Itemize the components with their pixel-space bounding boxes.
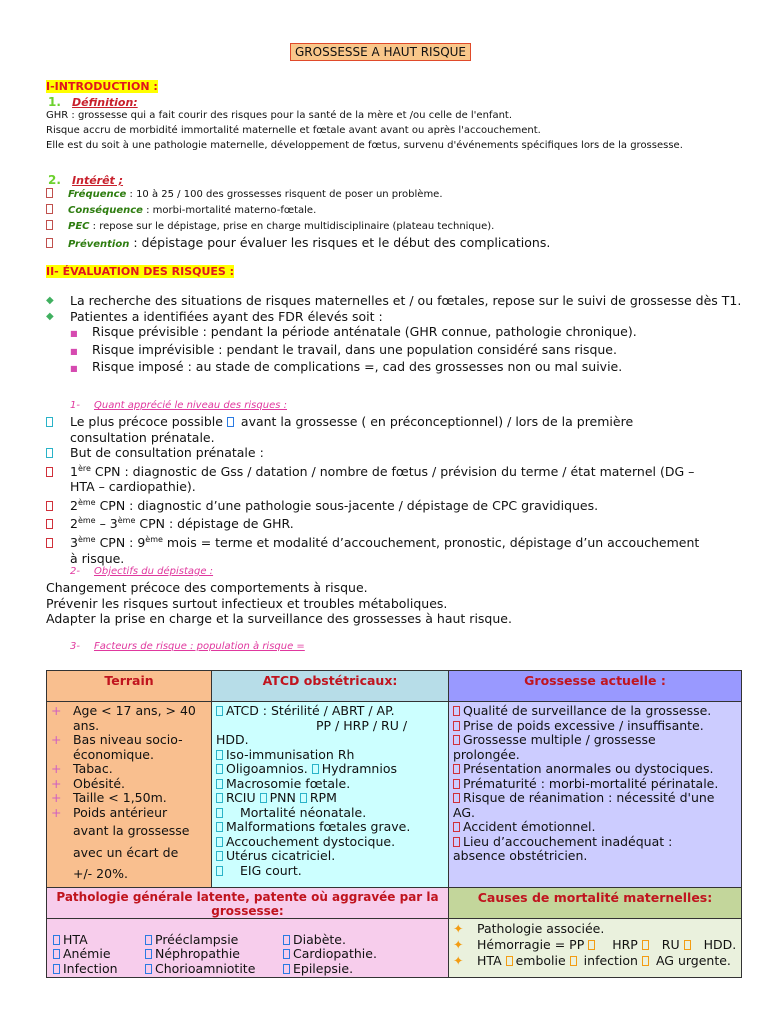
paragraph: La recherche des situations de risques maternelles et / ou fœtales, repose sur le suivi de grossesse dès T1. (70, 293, 742, 308)
sup: ème (145, 534, 163, 544)
list-item (145, 933, 283, 948)
list-item (216, 835, 444, 850)
header-actuelle: Grossesse actuelle : (449, 671, 742, 702)
item-text: : morbi-mortalité materno-fœtale. (142, 205, 317, 216)
text: Iso-immunisation Rh (226, 746, 355, 762)
bullet-icon (642, 953, 652, 968)
text: Utérus cicatriciel. (226, 848, 336, 863)
risk-text: Risque imposé : au stade de complications =, cad des grossesses non ou mal suivie. (92, 359, 623, 374)
plus-icon: + (51, 761, 62, 776)
list-item (47, 806, 207, 821)
list-item (46, 293, 746, 309)
text: Poids antérieur (73, 804, 168, 820)
item-label: Conséquence (68, 205, 143, 216)
text: Infection (63, 960, 118, 976)
bullet-icon (453, 819, 463, 834)
text: Malformations fœtales grave. (226, 819, 411, 834)
text: RU (661, 936, 680, 952)
text: Qualité de surveillance de la grossesse. (463, 703, 712, 718)
text: Prise de poids excessive / insuffisante. (463, 717, 704, 733)
subsection-3-heading (70, 641, 305, 652)
bullet-icon (453, 761, 463, 776)
bullet-icon (312, 761, 322, 776)
list-item (47, 733, 207, 748)
item-text: : dépistage pour évaluer les risques et le début des complications. (129, 235, 551, 250)
text: Accouchement dystocique. (226, 833, 396, 849)
text: CPN : 9 (95, 535, 146, 551)
risk-list (46, 324, 746, 377)
bullet-icon (453, 776, 463, 791)
cell-pathologie (47, 918, 449, 977)
bullet-icon (216, 863, 226, 878)
text: CPN : diagnostic d’une pathologie sous-jacente / dépistage de CPC gravidiques. (95, 497, 599, 513)
bullet-icon (145, 961, 155, 976)
list-item (46, 235, 756, 253)
page-title: GROSSESSE A HAUT RISQUE (290, 43, 471, 61)
section-evaluation-heading: II- ÉVALUATION DES RISQUES : (46, 265, 235, 278)
text: PP / HRP / RU / (316, 717, 408, 733)
list-item (216, 762, 444, 777)
patho-col-3 (283, 933, 377, 977)
list-item (70, 359, 746, 377)
bullet-icon (453, 703, 463, 718)
subsection-2-heading (70, 566, 213, 577)
text: EIG court. (240, 862, 302, 878)
interet-heading (48, 171, 123, 188)
text: Prééclampsie (155, 931, 239, 947)
text: HDD. (703, 936, 737, 952)
text: Macrosomie fœtale. (226, 775, 351, 791)
plus-icon: + (51, 732, 62, 747)
text: absence obstétricien. (453, 848, 588, 863)
list-item (216, 849, 444, 864)
list-item (47, 777, 207, 792)
bullet-icon (46, 220, 68, 235)
list-item (53, 933, 145, 948)
plus-icon: + (51, 703, 62, 718)
list-item (46, 532, 756, 551)
plus-icon: + (51, 775, 62, 791)
text: Age < 17 ans, > 40 (73, 703, 196, 718)
list-item (453, 733, 737, 748)
list-item (46, 513, 756, 532)
cell-atcd (212, 702, 449, 888)
sup: ème (77, 516, 96, 526)
text: RCIU (226, 790, 256, 805)
text: Obésité. (73, 775, 126, 791)
list-item (53, 947, 145, 962)
subsection-title: Facteurs de risque : population à risque = (93, 641, 305, 652)
definition-text (46, 108, 746, 153)
list-item (216, 704, 444, 719)
bullet-icon (453, 732, 463, 747)
list-item (46, 461, 756, 480)
text: CPN : diagnostic de Gss / datation / nombre de fœtus / prévision du terme / état maternel (DG – (90, 463, 695, 479)
list-item (453, 791, 737, 806)
text: Néphropathie (155, 946, 240, 961)
sup: ème (77, 497, 96, 507)
text: PNN (269, 790, 296, 805)
list-item (453, 835, 737, 850)
text: HTA – cardiopathie). (70, 479, 196, 495)
bullet-icon (46, 237, 68, 253)
text: embolie (515, 952, 566, 968)
text: mois = terme et modalité d’accouchement, pronostic, dépistage d’un accouchement (162, 535, 700, 551)
list-item (453, 719, 737, 734)
patho-col-1 (53, 933, 145, 977)
item-text: : repose sur le dépistage, prise en charge multidisciplinaire (plateau technique). (89, 221, 495, 232)
text: Chorioamniotite (155, 960, 256, 976)
diamond-icon: ◆ (46, 310, 54, 322)
text: Mortalité néonatale. (240, 804, 367, 820)
bullet-icon (145, 932, 155, 947)
section-intro-heading: I-INTRODUCTION : (46, 80, 158, 93)
list-item (453, 704, 737, 719)
item-text: : 10 à 25 / 100 des grossesses risquent de poser un problème. (126, 189, 443, 200)
bullet-icon (216, 703, 226, 718)
plus-icon: + (51, 804, 62, 820)
bullet-icon (453, 718, 463, 733)
bullet-icon (53, 946, 63, 961)
list-item (70, 342, 746, 360)
text: Grossesse multiple / grossesse (463, 732, 656, 747)
patho-col-2 (145, 933, 283, 977)
list-item (216, 791, 444, 806)
text: Tabac. (73, 761, 113, 776)
list-item (47, 791, 207, 806)
text: prolongée. (453, 746, 520, 762)
bullet-icon (46, 188, 68, 203)
list-item (70, 324, 746, 342)
bullet-icon (46, 535, 70, 551)
text: Diabète. (293, 931, 346, 947)
text: Le plus précoce possible (70, 414, 223, 429)
list-item (46, 495, 756, 514)
list-item (453, 921, 737, 937)
risk-text: Risque prévisible : pendant la période anténatale (GHR connue, pathologie chronique). (92, 324, 637, 339)
text: Taille < 1,50m. (73, 790, 167, 805)
text: Epilepsie. (293, 960, 354, 976)
text: Présentation anormales ou dystociques. (463, 761, 714, 776)
bullet-icon (283, 961, 293, 976)
bullet-icon (642, 937, 652, 952)
text: Hémorragie = PP (477, 936, 585, 952)
subsection-title: Quant apprécié le niveau des risques : (93, 400, 287, 411)
sup: ème (117, 516, 136, 526)
list-item (46, 309, 746, 325)
subsection-number: 2- (70, 566, 80, 577)
list-item (453, 937, 737, 953)
text: Oligoamnios. (226, 761, 308, 776)
text: 2 (70, 497, 78, 513)
bullet-icon (283, 946, 293, 961)
sup: ème (77, 534, 96, 544)
list-item (46, 219, 756, 235)
text: Prévenir les risques surtout infectieux et troubles métaboliques. (46, 595, 448, 611)
cell-actuelle (449, 702, 742, 888)
text: Cardiopathie. (293, 946, 377, 961)
list-item (145, 962, 283, 977)
list-item (46, 414, 756, 430)
text: CPN : dépistage de GHR. (135, 516, 294, 532)
text: ans. (73, 717, 100, 733)
list-item (47, 704, 207, 719)
cell-causes (449, 918, 742, 977)
bullet-icon (216, 834, 226, 849)
list-item (453, 777, 737, 792)
bullet-icon (300, 790, 310, 805)
cell-terrain (47, 702, 212, 888)
text: Anémie (63, 946, 111, 961)
text: AG. (453, 804, 475, 820)
text: avant la grossesse (73, 823, 190, 838)
bullet-icon (588, 937, 598, 952)
text: infection (583, 952, 638, 968)
text: HTA (63, 931, 88, 947)
text: But de consultation prénatale : (70, 445, 264, 460)
bullet-icon (684, 937, 694, 952)
text: Accident émotionnel. (463, 819, 596, 834)
list-item (283, 947, 377, 962)
list-item (216, 748, 444, 763)
bullet-icon (46, 464, 70, 480)
text: économique. (73, 746, 154, 762)
header-terrain: Terrain (47, 671, 212, 702)
bullet-icon (216, 776, 226, 791)
bullet-icon (216, 747, 226, 762)
text: Risque de réanimation : nécessité d'une (463, 790, 715, 805)
text: à risque. (70, 550, 125, 566)
definition-number: 1. (48, 95, 61, 109)
bullet-icon (46, 204, 68, 219)
text: Pathologie associée. (477, 920, 605, 936)
definition-line: Risque accru de morbidité immortalité maternelle et fœtale avant avant ou après l'accouchement. (46, 125, 541, 136)
plus-icon: ✦ (453, 952, 464, 968)
evaluation-text (46, 293, 746, 377)
text: 1 (70, 463, 78, 479)
subsection-number: 3- (70, 641, 80, 652)
text: ATCD : Stérilité / ABRT / AP. (226, 703, 395, 718)
list-item (216, 820, 444, 835)
interet-title: Intérêt ; (72, 174, 124, 187)
item-label: Prévention (68, 239, 130, 250)
risk-factor-table (46, 670, 742, 978)
interet-list (46, 187, 756, 253)
subsection-2-body (46, 580, 756, 627)
list-item (46, 187, 756, 203)
bullet-icon (216, 819, 226, 834)
list-item (47, 762, 207, 777)
definition-line: GHR : grossesse qui a fait courir des risques pour la santé de la mère et /ou celle de l'enfant. (46, 110, 513, 121)
text: Prématurité : morbi-mortalité périnatale. (463, 775, 719, 791)
sup: ère (77, 463, 91, 473)
header-pathologie: Pathologie générale latente, patente où aggravée par la grossesse: (47, 887, 449, 918)
text: Lieu d’accouchement inadéquat : (463, 833, 673, 849)
list-item (145, 947, 283, 962)
bullet-icon (283, 932, 293, 947)
list-item (53, 962, 145, 977)
subsection-1-heading (70, 400, 287, 411)
text: – 3 (95, 516, 118, 532)
definition-title: Définition: (72, 96, 138, 109)
plus-icon: ✦ (453, 920, 464, 936)
list-item (216, 806, 444, 821)
text: +/- 20%. (73, 866, 128, 881)
square-icon: ■ (70, 329, 78, 338)
bullet-icon (453, 790, 463, 805)
text: avec un écart de (73, 844, 179, 860)
bullet-icon (260, 790, 270, 805)
bullet-icon (53, 961, 63, 976)
text: avant la grossesse ( en préconceptionnel) / lors de la première (236, 414, 634, 429)
item-label: PEC (68, 221, 90, 232)
bullet-icon (216, 761, 226, 776)
list-item (283, 933, 377, 948)
square-icon: ■ (70, 346, 78, 356)
list-item (453, 762, 737, 777)
list-item (283, 962, 377, 977)
bullet-icon (216, 805, 226, 820)
text: Adapter la prise en charge et la surveillance des grossesses à haut risque. (46, 611, 512, 626)
bullet-icon (570, 953, 580, 968)
text: Hydramnios (321, 761, 397, 776)
definition-line: Elle est du soit à une pathologie maternelle, développement de fœtus, survenu d'événements spécifiques lors de la grossesse. (46, 140, 683, 151)
plus-icon: + (51, 790, 62, 805)
list-item (46, 203, 756, 219)
bullet-icon (145, 946, 155, 961)
text: HTA (477, 952, 502, 968)
header-atcd: ATCD obstétricaux: (212, 671, 449, 702)
text: HRP (612, 936, 638, 952)
bullet-icon (46, 445, 70, 461)
interet-number: 2. (48, 173, 61, 187)
text: Changement précoce des comportements à risque. (46, 580, 368, 595)
subsection-number: 1- (70, 400, 80, 411)
diamond-icon: ◆ (46, 295, 54, 306)
item-label: Fréquence (68, 189, 127, 200)
list-item (46, 445, 756, 461)
list-item (453, 820, 737, 835)
risk-text: Risque imprévisible : pendant le travail, dans une population considéré sans risque. (92, 341, 617, 357)
bullet-icon (46, 498, 70, 514)
bullet-icon (506, 953, 516, 968)
bullet-icon (216, 848, 226, 863)
square-icon: ■ (70, 364, 78, 373)
text: HDD. (216, 732, 249, 747)
list-item (216, 864, 444, 879)
text: 3 (70, 535, 78, 551)
arrow-icon (227, 414, 237, 429)
list-item (216, 777, 444, 792)
bullet-icon (46, 516, 70, 532)
list-item (453, 953, 737, 969)
bullet-icon (216, 790, 226, 805)
text: consultation prénatale. (70, 429, 215, 445)
subsection-1-body (46, 414, 756, 566)
bullet-icon (53, 932, 63, 947)
header-causes: Causes de mortalité maternelles: (449, 887, 742, 918)
text: AG urgente. (655, 952, 731, 968)
bullet-icon (453, 834, 463, 849)
plus-icon: ✦ (453, 936, 464, 952)
bullet-icon (46, 414, 70, 430)
subsection-title: Objectifs du dépistage : (93, 566, 214, 577)
text: Bas niveau socio- (73, 732, 183, 747)
text: 2 (70, 516, 78, 532)
paragraph: Patientes a identifiées ayant des FDR élevés soit : (70, 308, 383, 324)
text: RPM (309, 790, 337, 805)
